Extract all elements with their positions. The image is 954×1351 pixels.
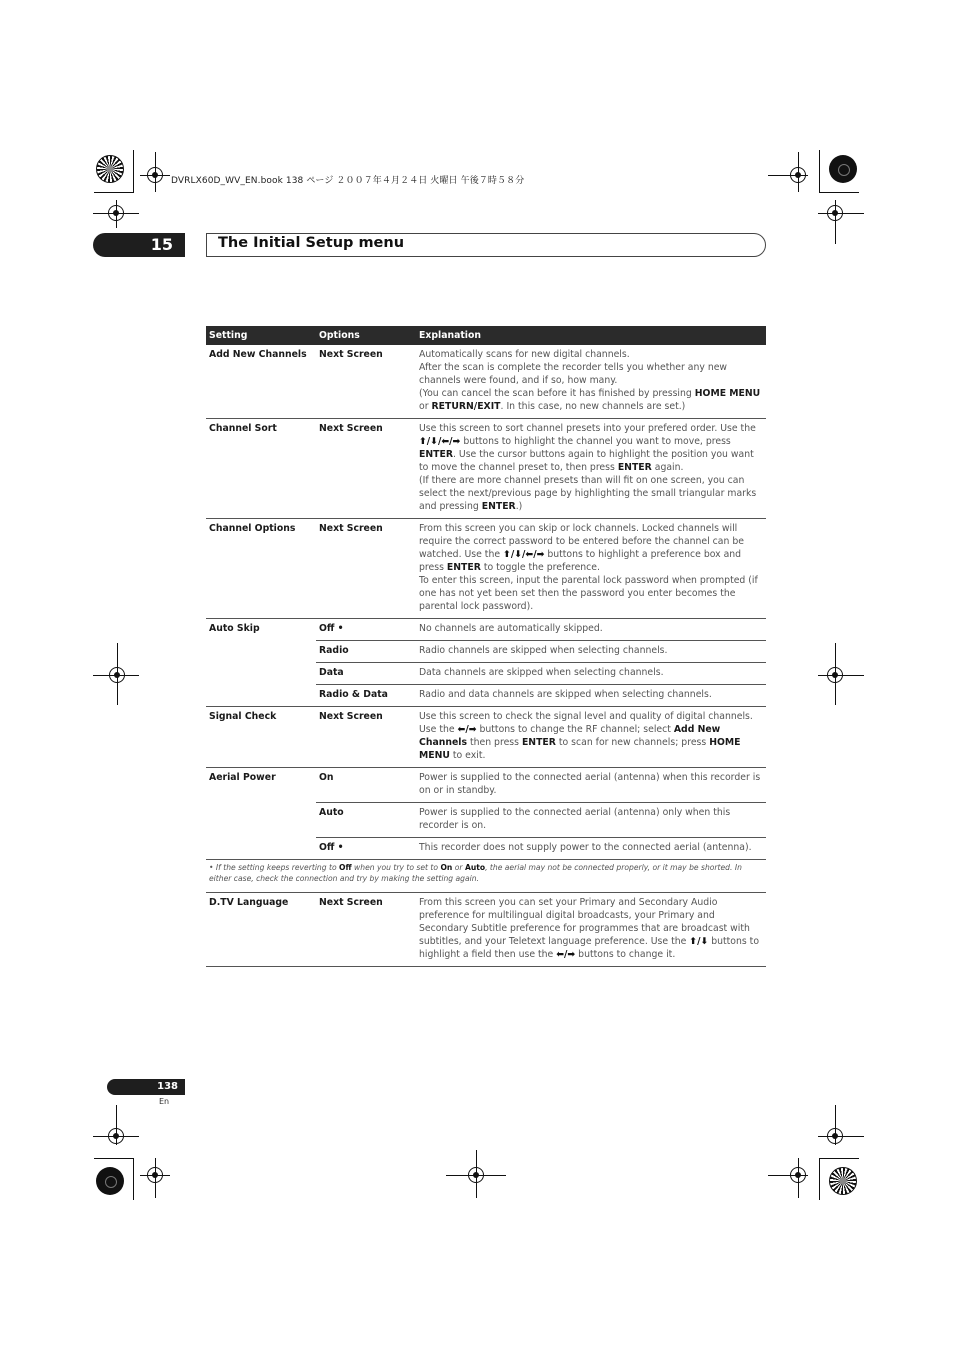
table-header-row bbox=[206, 326, 766, 345]
option-value: Next Screen bbox=[316, 893, 416, 967]
option-value: Auto bbox=[316, 803, 416, 838]
explanation-text: Radio and data channels are skipped when selecting channels. bbox=[416, 685, 766, 707]
page-number-badge: 138 bbox=[107, 1079, 185, 1095]
explanation-text: From this screen you can skip or lock channels. Locked channels will require the correct password to be entered before the channel can be watched. Use the ⬆/⬇/⬅/➡ buttons to highlight a preference box and press ENTER to toggle the preference. To enter this screen, input the parental lock password when prompted (if one has not yet been set then the password you enter becomes the parental lock password). bbox=[416, 519, 766, 619]
explanation-text: Use this screen to check the signal level and quality of digital channels. Use the ⬅/➡ buttons to change the RF channel; select Add New Channels then press ENTER to scan for new channels; press HOME MENU to exit. bbox=[416, 707, 766, 768]
settings-table bbox=[206, 326, 766, 967]
option-value: Off • bbox=[316, 619, 416, 641]
setting-name: Signal Check bbox=[206, 707, 316, 768]
explanation-text: Radio channels are skipped when selecting channels. bbox=[416, 641, 766, 663]
setting-name: Auto Skip bbox=[206, 619, 316, 707]
registration-target-icon bbox=[829, 155, 857, 183]
explanation-text: Power is supplied to the connected aerial (antenna) only when this recorder is on. bbox=[416, 803, 766, 838]
cursor-arrows-icon: ⬆/⬇ bbox=[689, 936, 709, 947]
chapter-number-badge: 15 bbox=[93, 233, 185, 257]
table-row-add-new-channels bbox=[206, 345, 766, 419]
cursor-arrows-icon: ⬅/➡ bbox=[457, 724, 477, 735]
page-language-label: En bbox=[159, 1097, 170, 1106]
setting-name: Aerial Power bbox=[209, 772, 276, 783]
registration-target-icon bbox=[96, 1167, 124, 1195]
table-row-channel-options bbox=[206, 519, 766, 619]
option-value: On bbox=[316, 768, 416, 803]
option-value: Radio bbox=[316, 641, 416, 663]
table-row-signal-check bbox=[206, 707, 766, 768]
explanation-text: Use this screen to sort channel presets into your prefered order. Use the ⬆/⬇/⬅/➡ buttons to highlight the channel you want to move, press ENTER. Use the cursor buttons again to highlight the position you want to move the channel preset to, then press ENTER again. (If there are more channel presets than will fit on one screen, you can select the next/previous page by highlighting the small triangular marks and pressing ENTER.) bbox=[416, 419, 766, 519]
option-value: Next Screen bbox=[316, 419, 416, 519]
explanation-text: From this screen you can set your Primary and Secondary Audio preference for multilingual digital broadcasts, your Primary and Secondary Subtitle preference for programmes that are broadcast with subtitles, and your Teletext language preference. Use the ⬆/⬇ buttons to highlight a field then use the ⬅/➡ buttons to change it. bbox=[416, 893, 766, 967]
setting-name: Channel Sort bbox=[206, 419, 316, 519]
setting-name: Add New Channels bbox=[206, 345, 316, 419]
option-value: Radio & Data bbox=[316, 685, 416, 707]
table-row-dtv-language bbox=[206, 893, 766, 967]
table-note-row bbox=[206, 860, 766, 893]
cursor-arrows-icon: ⬆/⬇/⬅/➡ bbox=[419, 436, 461, 447]
aerial-power-note: • If the setting keeps reverting to Off when you try to set to On or Auto, the aerial may not be connected properly, or it may be shorted. In either case, check the connection and try by making the setting again. bbox=[206, 860, 766, 893]
option-value: Next Screen bbox=[316, 707, 416, 768]
explanation-text: No channels are automatically skipped. bbox=[416, 619, 766, 641]
registration-target-icon bbox=[829, 1167, 857, 1195]
option-value: Data bbox=[316, 663, 416, 685]
setting-name: D.TV Language bbox=[206, 893, 316, 967]
explanation-text: This recorder does not supply power to the connected aerial (antenna). bbox=[419, 842, 752, 853]
cursor-arrows-icon: ⬅/➡ bbox=[556, 949, 576, 960]
explanation-text: Automatically scans for new digital channels. After the scan is complete the recorder tells you whether any new channels were found, and if so, how many. (You can cancel the scan before it has finished by pressing HOME MENU or RETURN/EXIT. In this case, no new channels are set.) bbox=[416, 345, 766, 419]
column-header-setting: Setting bbox=[206, 326, 316, 345]
explanation-text: Data channels are skipped when selecting channels. bbox=[416, 663, 766, 685]
column-header-explanation: Explanation bbox=[416, 326, 766, 345]
table-row-auto-skip bbox=[206, 619, 766, 641]
option-value: Next Screen bbox=[316, 519, 416, 619]
table-row-aerial-power bbox=[206, 768, 766, 803]
option-value: Off • bbox=[319, 842, 344, 853]
print-file-header: DVRLX60D_WV_EN.book 138 ページ ２００７年４月２４日 火曜日 午後７時５８分 bbox=[171, 176, 525, 186]
explanation-text: Power is supplied to the connected aerial (antenna) when this recorder is on or in standby. bbox=[416, 768, 766, 803]
setting-name: Channel Options bbox=[206, 519, 316, 619]
column-header-options: Options bbox=[316, 326, 416, 345]
chapter-title: The Initial Setup menu bbox=[218, 235, 405, 251]
option-value: Next Screen bbox=[316, 345, 416, 419]
registration-target-icon bbox=[96, 155, 124, 183]
cursor-arrows-icon: ⬆/⬇/⬅/➡ bbox=[503, 549, 545, 560]
table-row-channel-sort bbox=[206, 419, 766, 519]
